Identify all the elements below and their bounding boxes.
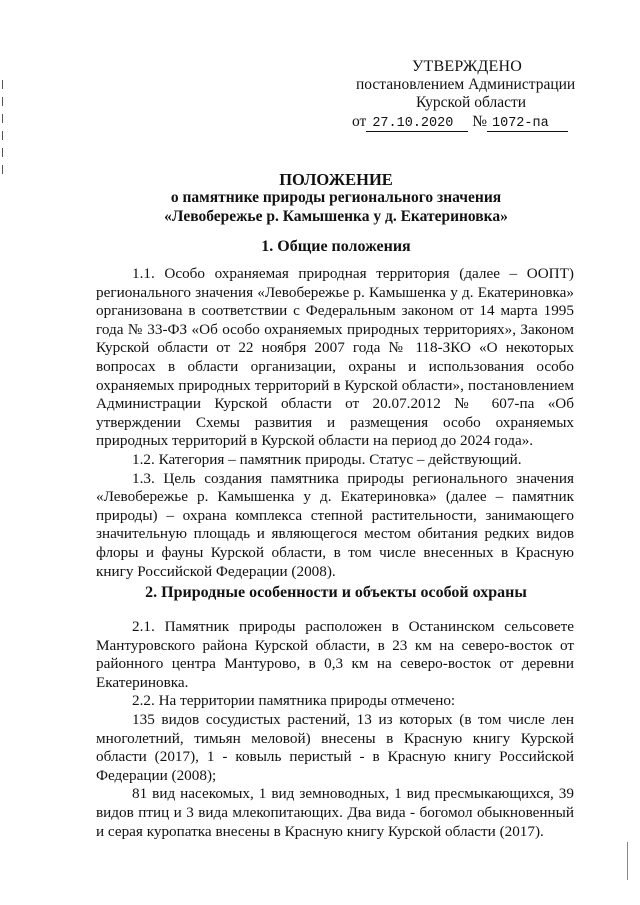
document-subtitle	[96, 188, 576, 226]
document-subtitle-line: «Левобережье р. Камышенка у д. Екатериновка»	[164, 208, 508, 225]
paragraph: 2.2. На территории памятника природы отмечено:	[132, 692, 456, 710]
approval-region: Курской области	[416, 94, 527, 111]
date-prefix: от	[352, 113, 367, 130]
number-prefix: №	[472, 113, 487, 130]
margin-tick	[2, 97, 3, 106]
section-body	[96, 265, 574, 581]
approval-stamp	[352, 58, 592, 132]
document-title: ПОЛОЖЕНИЕ	[279, 170, 393, 189]
approval-number: 1072-па	[487, 116, 568, 132]
margin-tick	[2, 148, 3, 157]
section-heading: 2. Природные особенности и объекты особой охраны	[145, 584, 527, 601]
paragraph: 81 вид насекомых, 1 вид земноводных, 1 вид пресмыкающихся, 39 видов птиц и 3 вида млекопитающих. Два вида - богомол обыкновенный и серая куропатка внесены в Красную книгу Курской области (2017).	[96, 785, 574, 840]
paragraph: 1.2. Категория – памятник природы. Статус – действующий.	[132, 450, 522, 468]
scan-edge-mark	[627, 842, 628, 880]
margin-tick	[2, 114, 3, 123]
section-body	[96, 618, 574, 841]
paragraph: 2.1. Памятник природы расположен в Останинском сельсовете Мантуровского района Курской области, в 23 км на северо-восток от районного центра Мантурово, в 0,3 км на северо-восток от деревни Екатериновка.	[96, 618, 574, 691]
paragraph: 135 видов сосудистых растений, 13 из которых (в том числе лен многолетний, тимьян меловой) внесены в Красную книгу Курской области (2017), 1 - ковыль перистый - в Красную книгу Российской Федерации (2008);	[96, 710, 574, 784]
margin-tick	[2, 165, 3, 174]
approval-title: УТВЕРЖДЕНО	[412, 58, 523, 75]
approval-authority: постановлением Администрации	[356, 76, 576, 93]
margin-tick	[2, 131, 3, 140]
approval-date-row	[352, 113, 592, 132]
approval-date: 27.10.2020	[366, 116, 468, 132]
paragraph: 1.3. Цель создания памятника природы регионального значения «Левобережье р. Камышенка у д. Екатериновка» (далее – памятник природы) – охрана комплекса степной растительности, занимающего значительную площадь и являющегося местом обитания редких видов флоры и фауны Курской области, в том числе внесенных в Красную книгу Российской Федерации (2008).	[96, 469, 574, 580]
section-heading: 1. Общие положения	[261, 238, 411, 255]
document-subtitle-line: о памятнике природы регионального значения	[170, 189, 502, 206]
binding-margin-marks	[2, 80, 5, 182]
margin-tick	[2, 80, 3, 89]
paragraph: 1.1. Особо охраняемая природная территория (далее – ООПТ) регионального значения «Левобережье р. Камышенка у д. Екатериновка» организована в соответствии с Федеральным законом от 14 марта 1995 года № 33-ФЗ «Об особо охраняемых природных территориях», Законом Курской области от 22 ноября 2007 года № 118-ЗКО «О некоторых вопросах в области организации, охраны и использования особо охраняемых природных территорий в Курской области», постановлением Администрации Курской области от 20.07.2012 № 607-па «Об утверждении Схемы развития и размещения особо охраняемых природных территорий в Курской области на период до 2024 года».	[96, 265, 574, 450]
